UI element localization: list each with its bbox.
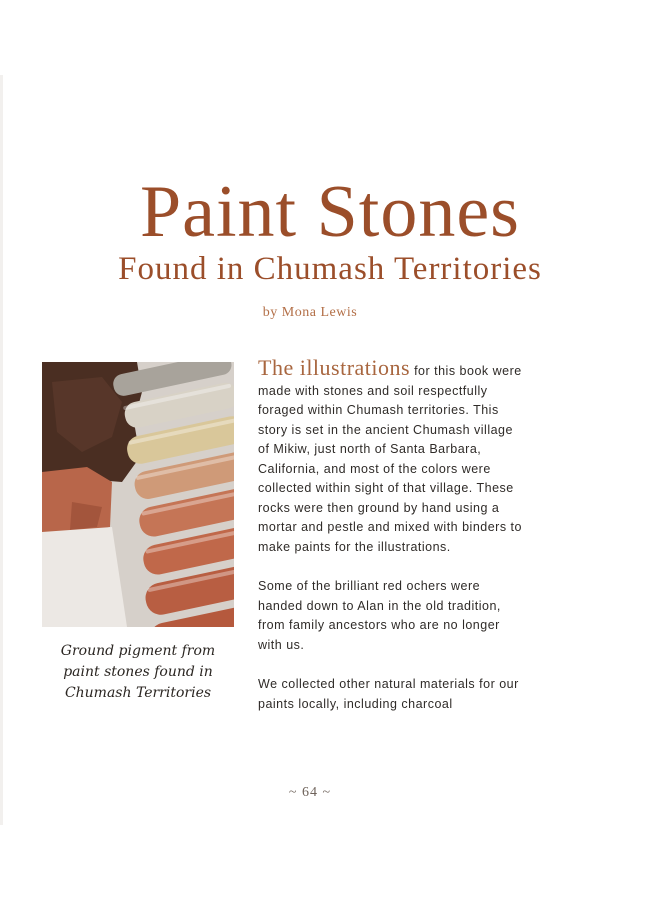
paragraph-2: Some of the brilliant red ochers were handed down to Alan in the old tradition, from family ancestors who are no longer with us.	[258, 579, 501, 652]
caption-line: Ground pigment from	[60, 643, 216, 659]
paragraph-1	[258, 355, 528, 557]
pigment-tubes-image	[42, 362, 234, 627]
book-page	[0, 75, 660, 825]
lead-in-heading: The illustrations	[258, 355, 411, 380]
paragraph-3: We collected other natural materials for our paints locally, including charcoal	[258, 677, 519, 711]
page-number: ~ 64 ~	[288, 785, 332, 800]
photo-caption	[42, 641, 234, 704]
page-title: Paint Stones	[140, 171, 520, 253]
caption-line: Chumash Territories	[64, 685, 212, 701]
body-text	[258, 355, 528, 734]
author-byline: by Mona Lewis	[262, 305, 358, 320]
paragraph-1-text: for this book were made with stones and soil respectfully foraged within Chumash territories. This story is set in the ancient Chumash village of Mikiw, just north of Santa Barbara, California, and most of the colors were collected within sight of that village. These rocks were then ground by hand using a mortar and pestle and mixed with binders to make paints for the illustrations.	[258, 364, 522, 554]
pigment-photo	[42, 362, 234, 627]
caption-line: paint stones found in	[63, 664, 213, 680]
page-subtitle: Found in Chumash Territories	[118, 251, 542, 287]
